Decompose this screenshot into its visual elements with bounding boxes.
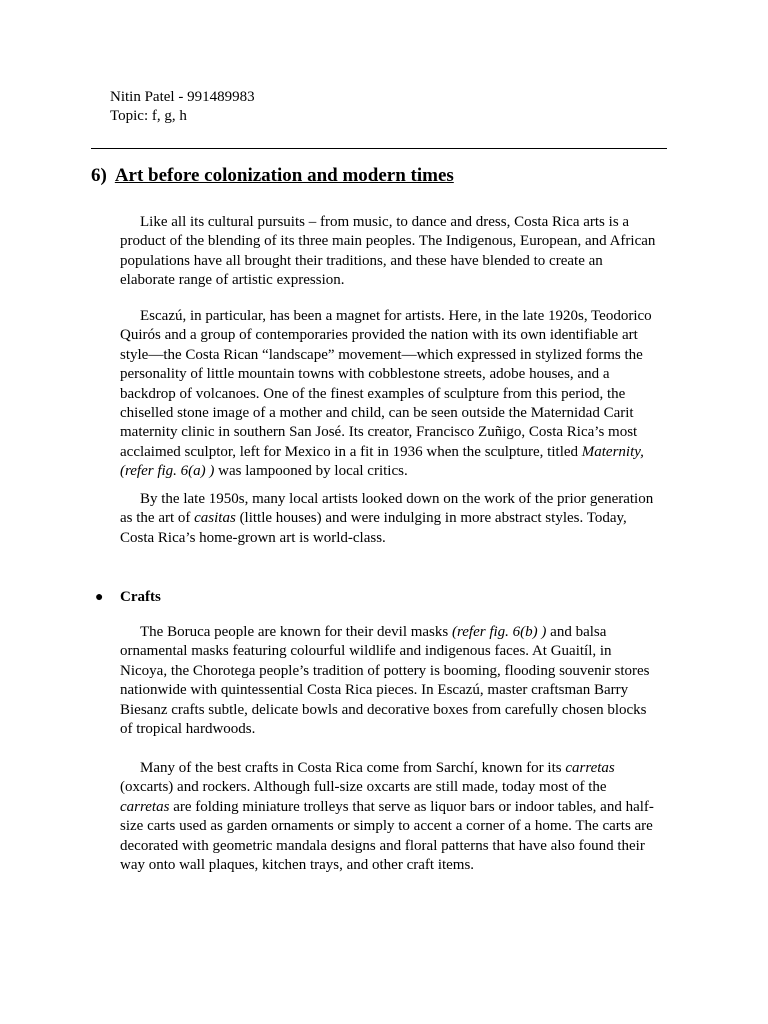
text-line: chiselled stone image of a mother and child, can be seen outside the Maternidad Carit (120, 405, 634, 422)
text-line: backdrop of volcanoes. One of the finest examples of sculpture from this period, the (120, 385, 626, 402)
artwork-title: Maternity, (581, 443, 644, 460)
section-title: Art before colonization and modern times (114, 165, 454, 186)
section-number: 6) (91, 165, 107, 186)
text-line: Quirós and a group of contemporaries provided the nation with its own identifiable art (120, 327, 638, 344)
text-line: of tropical hardwoods. (120, 721, 256, 738)
text-line: populations have all brought their traditions, and these have blended to create an (120, 252, 603, 269)
paragraph-cultural-blend (120, 213, 680, 291)
text-line: maternity clinic in southern San José. Its creator, Francisco Zuñigo, Costa Rica’s most (120, 424, 638, 441)
bullet-icon: ● (95, 590, 104, 605)
text-line: size carts used as garden ornaments or simply to accent a corner of a home. The carts are (120, 818, 653, 835)
text-line: personality of little mountain towns with cobblestone streets, adobe houses, and a (120, 366, 610, 383)
text-line: (oxcarts) and rockers. Although full-size oxcarts are still made, today most of the (120, 779, 607, 796)
document-header (110, 88, 255, 126)
term-carretas: carretas (565, 760, 615, 776)
text-line: Biesanz crafts subtle, delicate bowls and decorative boxes from carefully chosen blocks (120, 701, 647, 718)
figure-reference-6b: (refer fig. 6(b) ) (451, 624, 547, 640)
term-carretas: carretas (120, 798, 170, 815)
text-line: By the late 1950s, many local artists looked down on the work of the prior generation (140, 491, 654, 507)
text-line: nationwide with quintessential Costa Rica pieces. In Escazú, master craftsman Barry (120, 682, 629, 699)
section-heading (91, 164, 454, 188)
topic-line: Topic: f, g, h (110, 108, 187, 124)
text-line: The Boruca people are known for their devil masks (refer fig. 6(b) ) and balsa (140, 624, 607, 640)
figure-reference-6a: (refer fig. 6(a) ) (120, 463, 215, 480)
term-casitas: casitas (194, 510, 236, 527)
paragraph-modern-art (120, 490, 680, 548)
text-line: ornamental masks featuring colourful wildlife and indigenous faces. At Guaitíl, in (120, 643, 612, 660)
text-line: Like all its cultural pursuits – from music, to dance and dress, Costa Rica arts is a (140, 214, 630, 230)
text-line: way onto wall plaques, kitchen trays, and other craft items. (120, 857, 475, 874)
text-line: elaborate range of artistic expression. (120, 272, 345, 289)
text-line: as the art of casitas (little houses) and were indulging in more abstract styles. Today, (120, 510, 627, 527)
text-line: (refer fig. 6(a) ) was lampooned by local critics. (120, 463, 408, 480)
text-line: decorated with geometric mandala designs and floral patterns that have also found their (120, 837, 645, 854)
paragraph-boruca-crafts (120, 623, 680, 739)
paragraph-escazu-artists (120, 307, 680, 482)
text-line: Many of the best crafts in Costa Rica come from Sarchí, known for its carretas (140, 760, 615, 776)
text-line: product of the blending of its three main peoples. The Indigenous, European, and African (120, 233, 656, 250)
text-line: style—the Costa Rican “landscape” movement—which expressed in stylized forms the (120, 346, 643, 363)
text-line: Nicoya, the Chorotega people’s tradition of pottery is booming, flooding souvenir stores (120, 662, 650, 679)
text-line: acclaimed sculptor, left for Mexico in a fit in 1936 when the sculpture, titled Maternity, (120, 443, 644, 460)
crafts-bullet-item (95, 587, 161, 608)
header-divider (91, 148, 667, 149)
crafts-heading: Crafts (120, 589, 161, 605)
text-line: carretas are folding miniature trolleys that serve as liquor bars or indoor tables, and half- (120, 798, 654, 815)
text-line: Costa Rica’s home-grown art is world-class. (120, 529, 386, 546)
author-line: Nitin Patel - 991489983 (110, 89, 255, 105)
text-line: Escazú, in particular, has been a magnet for artists. Here, in the late 1920s, Teodorico (140, 308, 652, 324)
paragraph-sarchi-carretas (120, 759, 680, 875)
